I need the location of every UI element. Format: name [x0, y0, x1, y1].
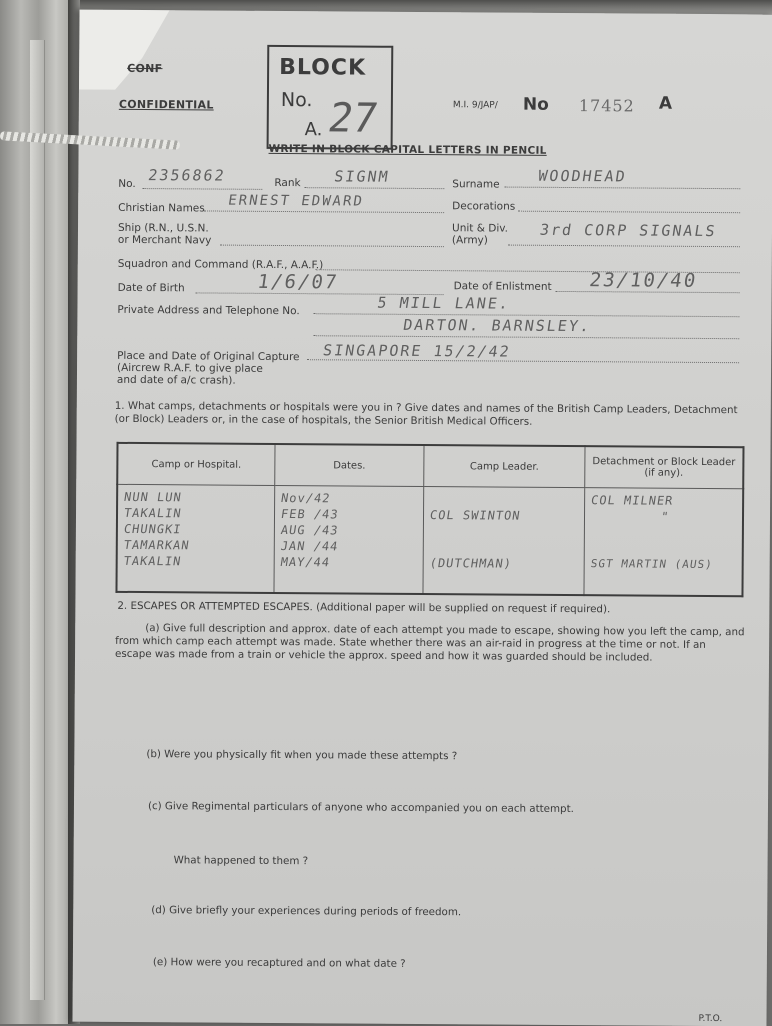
block-label: BLOCK	[279, 54, 367, 81]
dotted-line	[220, 245, 444, 248]
question-2e: (e) How were you recaptured and on what date ?	[152, 956, 406, 970]
ship-label-2: or Merchant Navy	[117, 233, 212, 247]
address-line-2: DARTON. BARNSLEY.	[402, 315, 593, 336]
confidential-heading: CONFIDENTIAL	[118, 97, 214, 112]
christian-names-label: Christian Names	[118, 201, 205, 215]
header-detachment-leader: Detachment or Block Leader (if any).	[585, 446, 744, 489]
dotted-line	[307, 359, 739, 363]
unit-label-2: (Army)	[451, 234, 488, 247]
unit-label: Unit & Div.	[451, 222, 509, 235]
camp-leader: (DUTCHMAN)	[428, 556, 513, 571]
serial-suffix: A	[658, 93, 673, 114]
detachment-leader	[590, 540, 737, 557]
capture-label-3: and date of a/c crash).	[116, 373, 236, 387]
camp-name: TAKALIN	[122, 553, 183, 569]
detachment-leader: SGT MARTIN (AUS)	[589, 557, 714, 572]
decorations-label: Decorations	[452, 200, 516, 213]
header-camp-leader: Camp Leader.	[424, 445, 585, 488]
enlistment-value: 23/10/40	[588, 269, 699, 292]
dotted-line	[313, 335, 739, 339]
instruction-heading: WRITE IN BLOCK CAPITAL LETTERS IN PENCIL	[268, 142, 547, 157]
capture-label: Place and Date of Original Capture	[117, 349, 300, 364]
serial-number: 17452	[578, 96, 635, 116]
camp-leader: COL SWINTON	[428, 508, 522, 523]
dotted-line	[518, 211, 740, 214]
rank-value: SIGNM	[333, 167, 391, 186]
camp-date: JAN /44	[279, 539, 340, 554]
camps-column	[116, 484, 274, 593]
dotted-line	[304, 187, 444, 189]
camp-date: Nov/42	[280, 491, 332, 506]
unit-value: 3rd CORP SIGNALS	[538, 220, 718, 241]
capture-label-2: (Aircrew R.A.F. to give place	[116, 361, 263, 375]
binder-spine	[30, 40, 45, 1000]
document-page	[72, 10, 772, 1026]
surname-value: WOODHEAD	[537, 166, 628, 186]
dotted-line	[556, 291, 740, 293]
christian-names-value: ERNEST EDWARD	[227, 192, 365, 210]
block-letter: A.	[304, 119, 323, 141]
capture-value: SINGAPORE 15/2/42	[321, 341, 513, 361]
question-2a: (a) Give full description and approx. date of each attempt you made to escape, showing how you left the camp, and from which camp each attempt was made. State whether there was an air-raid in progress at the time or not. If an escape was made from a train or vehicle the approx. speed and how it was guarded should be included.	[115, 622, 745, 664]
dob-value: 1/6/07	[256, 270, 340, 294]
camp-name: TAKALIN	[122, 505, 183, 521]
squadron-label: Squadron and Command (R.A.F., A.A.F.)	[117, 257, 324, 272]
question-1: 1. What camps, detachments or hospitals were you in ? Give dates and names of the British Camp Leaders, Detachment (or Block) Leaders or, in the case of hospitals, the Senior British Medical Officers.	[114, 399, 738, 428]
dotted-line	[204, 210, 444, 213]
camp-date: FEB /43	[279, 507, 340, 522]
address-label: Private Address and Telephone No.	[117, 303, 300, 318]
detachment-column	[584, 488, 743, 597]
question-2c: (c) Give Regimental particulars of anyone who accompanied you on each attempt.	[147, 800, 574, 816]
dob-label: Date of Birth	[117, 281, 185, 295]
leaders-column	[423, 487, 585, 596]
service-no-value: 2356862	[147, 166, 227, 185]
service-no-label: No.	[118, 177, 136, 190]
camp-leader	[429, 523, 579, 540]
detachment-leader	[590, 524, 737, 541]
serial-no-label: No	[522, 94, 549, 115]
dates-column	[274, 485, 424, 594]
surname-label: Surname	[452, 178, 500, 191]
question-2d: (d) Give briefly your experiences during periods of freedom.	[151, 904, 462, 919]
struck-confidential: CONF	[127, 61, 163, 76]
camp-name: NUN LUN	[123, 489, 183, 505]
detachment-leader: COL MILNER	[590, 493, 675, 508]
ship-label: Ship (R.N., U.S.N.	[117, 221, 209, 235]
header-dates: Dates.	[275, 444, 424, 487]
address-line-1: 5 MILL LANE.	[376, 293, 512, 313]
camp-leader	[429, 491, 579, 508]
camp-name: TAMARKAN	[122, 537, 191, 553]
mi-reference: M.I. 9/JAP/	[452, 100, 498, 111]
camp-leader	[429, 539, 579, 556]
dotted-line	[142, 188, 262, 190]
camp-name: CHUNGKI	[122, 521, 183, 537]
block-handwritten-number: 27	[324, 95, 382, 142]
detachment-leader: "	[659, 509, 671, 524]
dotted-line	[504, 187, 740, 190]
dotted-line	[508, 245, 740, 248]
question-2b: (b) Were you physically fit when you made these attempts ?	[146, 748, 458, 763]
question-2c-followup: What happened to them ?	[173, 854, 309, 868]
pto-footer: P.T.O.	[698, 1013, 723, 1025]
header-camp: Camp or Hospital.	[117, 443, 275, 486]
question-2-title: 2. ESCAPES OR ATTEMPTED ESCAPES. (Additional paper will be supplied on request if required).	[117, 599, 611, 616]
camp-date: MAY/44	[279, 555, 332, 570]
camps-table	[115, 442, 744, 597]
camp-date: AUG /43	[279, 523, 340, 538]
enlistment-label: Date of Enlistment	[453, 280, 552, 293]
block-stamp-box	[267, 45, 394, 150]
torn-corner	[79, 10, 170, 91]
block-number-label: No.	[280, 88, 313, 112]
rank-label: Rank	[274, 176, 301, 190]
